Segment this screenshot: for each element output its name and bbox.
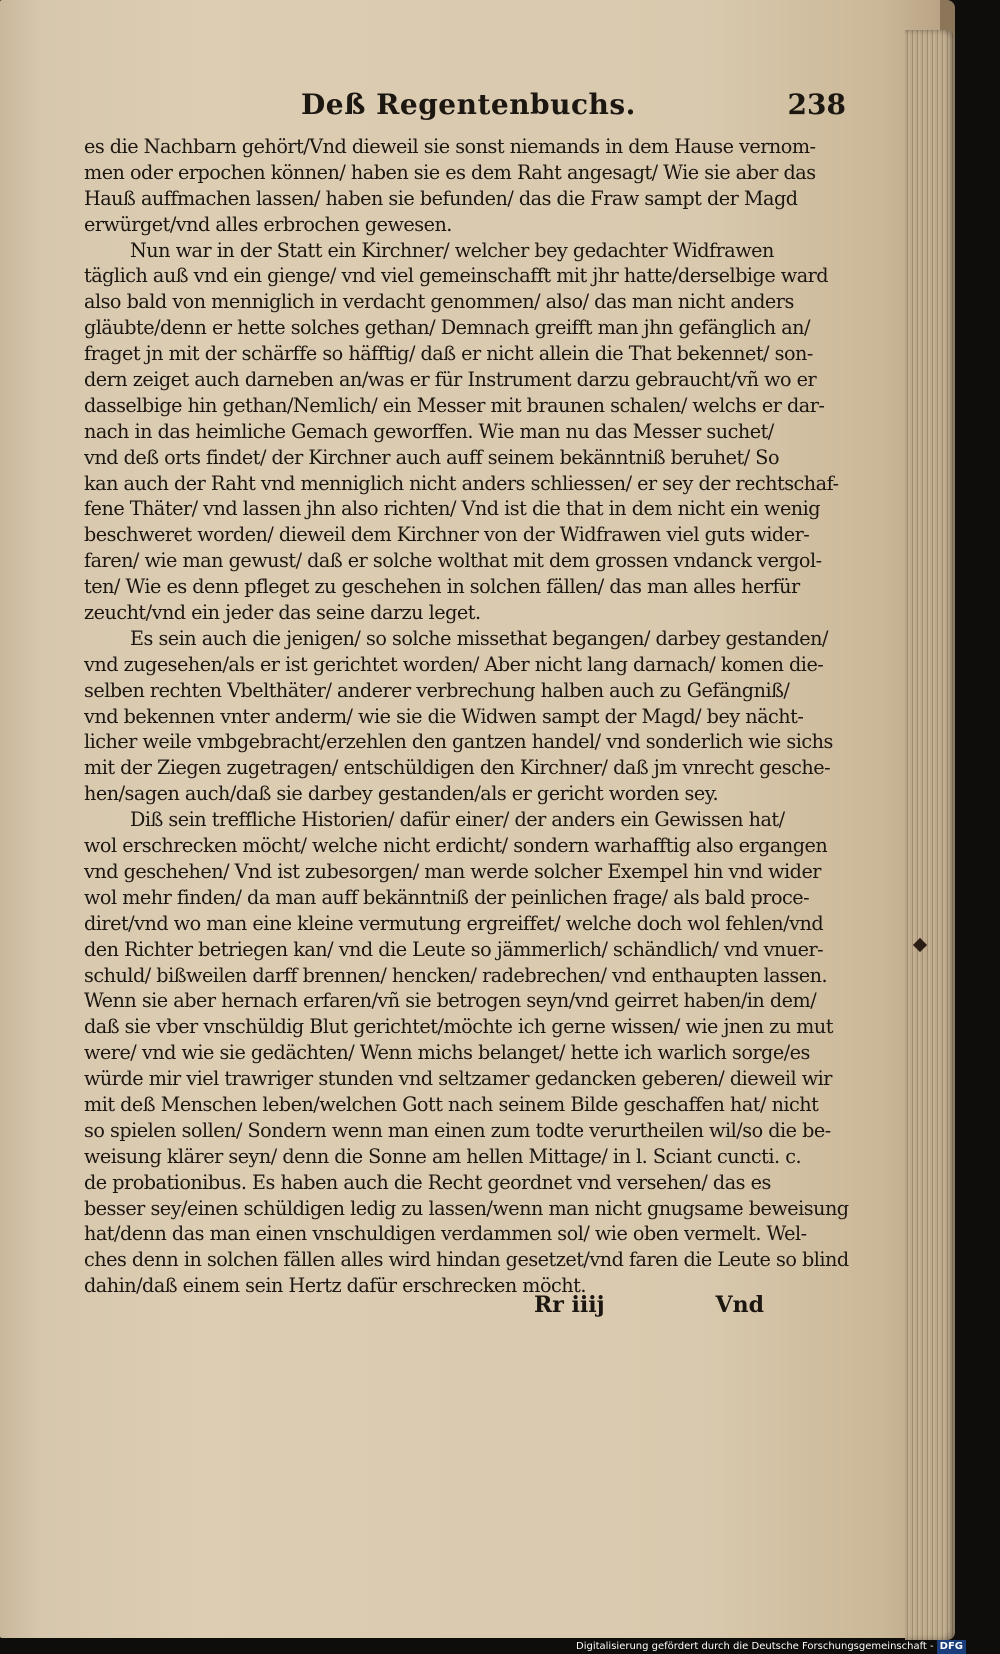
text-line: es die Nachbarn gehört/Vnd dieweil sie sonst niemands in dem Hause vernom-: [84, 135, 816, 158]
text-line: hen/sagen auch/daß sie darbey gestanden/als er gericht worden sey.: [84, 782, 719, 806]
text-line: Nun war in der Statt ein Kirchner/ welcher bey gedachter Widfrawen: [130, 238, 774, 262]
text-line: wol mehr finden/ da man auff bekänntniß der peinlichen frage/ als bald proce-: [84, 885, 810, 909]
text-line: dasselbige hin gethan/Nemlich/ ein Messer mit braunen schalen/ welchs er dar-: [84, 393, 825, 417]
text-line: were/ vnd wie sie gedächten/ Wenn michs belanget/ hette ich warlich sorge/es: [84, 1041, 810, 1065]
text-block: [84, 134, 849, 1299]
text-line: faren/ wie man gewust/ daß er solche wolthat mit dem grossen vndanck vergol-: [84, 549, 822, 573]
text-line: würde mir viel trawriger stunden vnd seltzamer gedancken geberen/ dieweil wir: [84, 1067, 832, 1091]
text-line: fraget jn mit der schärffe so häfftig/ daß er nicht allein die That bekennet/ son-: [84, 342, 813, 366]
credit-text: Digitalisierung gefördert durch die Deutsche Forschungsgemeinschaft -: [576, 1641, 934, 1652]
text-line: wol erschrecken möcht/ welche nicht erdicht/ sondern warhafftig also ergangen: [84, 834, 828, 858]
text-line: diret/vnd wo man eine kleine vermutung ergreiffet/ welche doch wol fehlen/vnd: [84, 911, 824, 935]
running-header: [86, 88, 846, 128]
text-line: kan auch der Raht vnd menniglich nicht anders schliessen/ er sey der rechtschaf-: [84, 471, 839, 495]
text-line: weisung klärer seyn/ denn die Sonne am hellen Mittage/ in l. Sciant cuncti. c.: [84, 1144, 802, 1168]
text-line: Diß sein treffliche Historien/ dafür einer/ der anders ein Gewissen hat/: [130, 808, 785, 832]
text-line: vnd bekennen vnter anderm/ wie sie die Widwen sampt der Magd/ bey nächt-: [84, 704, 804, 728]
text-line: gläubte/denn er hette solches gethan/ Demnach greifft man jhn gefänglich an/: [84, 316, 811, 340]
book-page-stack: [905, 30, 955, 1640]
text-line: vnd deß orts findet/ der Kirchner auch auff seinem bekänntniß beruhet/ So: [84, 445, 779, 469]
text-line: nach in das heimliche Gemach geworffen. Wie man nu das Messer suchet/: [84, 419, 774, 443]
text-line: den Richter betriegen kan/ vnd die Leute so jämmerlich/ schändlich/ vnd vnuer-: [84, 937, 824, 961]
text-line: Es sein auch die jenigen/ so solche missethat begangen/ darbey gestanden/: [130, 626, 828, 650]
text-line: mit der Ziegen zugetragen/ entschüldigen den Kirchner/ daß jm vnrecht gesche-: [84, 756, 831, 780]
text-line: ches denn in solchen fällen alles wird hindan gesetzet/vnd faren die Leute so blind: [84, 1248, 849, 1272]
text-line: daß sie vber vnschüldig Blut gerichtet/möchte ich gerne wissen/ wie jnen zu mut: [84, 1015, 833, 1039]
text-line: Wenn sie aber hernach erfaren/vñ sie betrogen seyn/vnd geirret haben/in dem/: [84, 989, 817, 1013]
text-line: mit deß Menschen leben/welchen Gott nach seinem Bilde geschaffen hat/ nicht: [84, 1092, 819, 1116]
text-line: vnd geschehen/ Vnd ist zubesorgen/ man werde solcher Exempel hin vnd wider: [84, 859, 821, 883]
text-line: men oder erpochen können/ haben sie es dem Raht angesagt/ Wie sie aber das: [84, 160, 816, 184]
text-line: täglich auß vnd ein gienge/ vnd viel gemeinschafft mit jhr hatte/derselbige ward: [84, 264, 829, 288]
text-line: dern zeiget auch darneben an/was er für Instrument darzu gebraucht/vñ wo er: [84, 368, 817, 392]
digitization-credit: [576, 1640, 966, 1654]
text-line: Hauß auffmachen lassen/ haben sie befunden/ das die Fraw sampt der Magd: [84, 186, 798, 210]
text-line: vnd zugesehen/als er ist gerichtet worden/ Aber nicht lang darnach/ komen die-: [84, 652, 824, 676]
text-line: zeucht/vnd ein jeder das seine darzu leget.: [84, 601, 481, 625]
text-line: erwürget/vnd alles erbrochen gewesen.: [84, 212, 452, 236]
catchword: Vnd: [715, 1292, 764, 1318]
text-line: ten/ Wie es denn pfleget zu geschehen in solchen fällen/ das man alles herfür: [84, 575, 800, 599]
text-line: selben rechten Vbelthäter/ anderer verbrechung halben auch zu Gefängniß/: [84, 678, 790, 702]
text-line: schuld/ bißweilen darff brennen/ hencken/ radebrechen/ vnd enthaupten lassen.: [84, 963, 828, 987]
text-line: beschweret worden/ dieweil dem Kirchner von der Widfrawen viel guts wider-: [84, 523, 810, 547]
page-number: 238: [787, 88, 846, 121]
running-title: Deß Regentenbuchs.: [301, 88, 636, 121]
text-line: licher weile vmbgebracht/erzehlen den gantzen handel/ vnd sonderlich wie sichs: [84, 730, 833, 754]
page-footer: [84, 1292, 764, 1322]
signature-mark: Rr iiij: [534, 1292, 605, 1318]
text-line: also bald von menniglich in verdacht genommen/ also/ das man nicht anders: [84, 290, 794, 314]
text-line: fene Thäter/ vnd lassen jhn also richten/ Vnd ist die that in dem nicht ein wenig: [84, 497, 821, 521]
dfg-logo: DFG: [937, 1640, 966, 1654]
text-line: dahin/daß einem sein Hertz dafür erschrecken möcht.: [84, 1274, 586, 1298]
text-line: de probationibus. Es haben auch die Recht geordnet vnd versehen/ das es: [84, 1170, 771, 1194]
text-line: besser sey/einen schüldigen ledig zu lassen/wenn man nicht gnugsame beweisung: [84, 1196, 849, 1220]
text-line: hat/denn das man einen vnschuldigen verdammen sol/ wie oben vermelt. Wel-: [84, 1222, 807, 1246]
text-line: so spielen sollen/ Sondern wenn man einen zum todte verurtheilen wil/so die be-: [84, 1118, 831, 1142]
